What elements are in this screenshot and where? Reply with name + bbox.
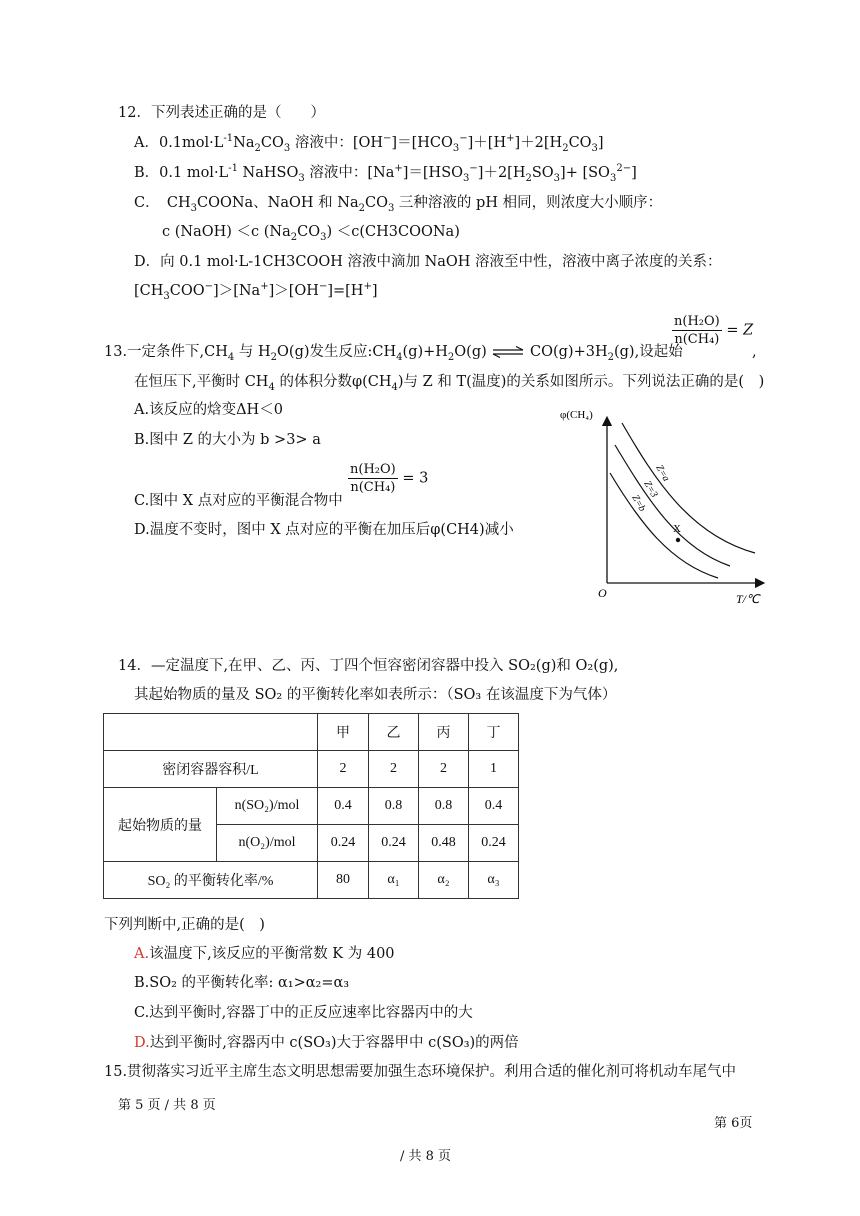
- graph-xlabel: T/℃: [736, 592, 760, 606]
- q12-option-b: B．0.1 $mol\cdot L^{-1}$ NaHSO$_3$ 溶液中：$[Na^+]=[HSO_3^-]+2[H_2SO_3]+ [SO_3^{2-}]$: [134, 163, 637, 184]
- table-cell: 0.24: [469, 825, 519, 862]
- q14-option-b: B.SO₂ 的平衡转化率: α₁>α₂=α₃: [134, 975, 350, 991]
- table-row: [104, 788, 519, 825]
- table-cell: 80: [318, 862, 369, 899]
- curve-label-z-b: Z=b: [629, 493, 648, 514]
- table-cell: 0.24: [318, 825, 369, 862]
- q14-stem: 14．—定温度下,在甲、乙、丙、丁四个恒容密闭容器中投入 SO₂(g)和 O₂(g),: [118, 658, 619, 674]
- equilibrium-arrow-icon: [491, 346, 525, 358]
- q14-table: [103, 713, 519, 899]
- point-x: [676, 538, 680, 542]
- table-cell: 0.24: [369, 825, 419, 862]
- q13-option-c-fraction: $\frac{\text{n(H₂O)}}{\text{n(CH₄)}}$ = 3: [350, 462, 429, 495]
- table-header-cell: 甲: [318, 714, 369, 751]
- q12-option-d-relation: $[CH_3COO^-]>[Na^+]>[OH^-]=[H^+]$: [134, 281, 378, 302]
- graph-origin: O: [598, 586, 607, 600]
- graph-ylabel: φ(CH₄): [560, 409, 593, 421]
- q15-stem: 15.贯彻落实习近平主席生态文明思想需要加强生态环境保护。利用合适的催化剂可将机动车尾气中: [104, 1064, 737, 1080]
- footer-page-center: / 共 8 页: [400, 1149, 452, 1164]
- curve-z-3: [615, 445, 730, 566]
- table-row-label: n(SO₂)/mol: [217, 788, 318, 825]
- q13-option-b: B.图中 Z 的大小为 b >3> a: [134, 432, 321, 448]
- curve-label-z-a: Z=a: [653, 463, 672, 484]
- table-cell: 0.4: [469, 788, 519, 825]
- temperature-curve-graph: [560, 405, 770, 610]
- table-row: [104, 714, 519, 751]
- point-x-label: X: [673, 523, 681, 535]
- curve-label-z-3: Z=3: [641, 479, 660, 500]
- table-cell: 0.8: [419, 788, 469, 825]
- q13-stem-line2: 在恒压下,平衡时 $CH_4$ 的体积分数$\varphi(CH_4)$与 Z 和 T(温度)的关系如图所示。下列说法正确的是( ): [134, 374, 765, 393]
- table-cell: 0.8: [369, 788, 419, 825]
- q13-stem: 13.一定条件下$,CH_4$ 与 $H_2O(g)$发生反应$:CH_4(g)+H_2O(g)$ $CO(g)+3H_2(g)$,设起始: [104, 344, 683, 363]
- q12-option-c: C． $CH_3COONa$、NaOH 和 $Na_2CO_3$ 三种溶液的 pH 相同，则浓度大小顺序：: [134, 195, 663, 214]
- q13-stem-comma: ,: [752, 344, 757, 360]
- table-row-label: SO₂ 的平衡转化率/%: [104, 862, 318, 899]
- table-cell: 2: [318, 751, 369, 788]
- table-group-label: 起始物质的量: [104, 788, 217, 862]
- table-header-cell: 丁: [469, 714, 519, 751]
- q12-stem: 12．下列表述正确的是（ ）: [118, 105, 325, 121]
- q13-ratio-fraction: $\frac{\text{n(H₂O)}}{\text{n(CH₄)}}$ = Z: [674, 314, 754, 347]
- q13-option-c: C.图中 X 点对应的平衡混合物中: [134, 493, 343, 509]
- table-row: [104, 751, 519, 788]
- table-cell: 2: [369, 751, 419, 788]
- q13-option-a: A.该反应的焓变ΔH＜0: [134, 402, 283, 418]
- table-cell: α₂: [419, 862, 469, 899]
- table-cell: 0.4: [318, 788, 369, 825]
- footer-page-right: 第 6页: [714, 1116, 753, 1131]
- q13-option-d: D.温度不变时，图中 X 点对应的平衡在加压后φ(CH4)减小: [134, 522, 514, 538]
- table-cell: α₁: [369, 862, 419, 899]
- footer-page-left: 第 5 页 / 共 8 页: [118, 1098, 216, 1113]
- q14-option-c: C.达到平衡时,容器丁中的正反应速率比容器丙中的大: [134, 1005, 473, 1021]
- q14-stem-line2: 其起始物质的量及 SO₂ 的平衡转化率如表所示：（SO₃ 在该温度下为气体）: [134, 687, 617, 703]
- table-row: [104, 862, 519, 899]
- table-corner-cell: [104, 714, 318, 751]
- table-header-cell: 丙: [419, 714, 469, 751]
- q14-option-d: D.达到平衡时,容器丙中 c(SO₃)大于容器甲中 c(SO₃)的两倍: [134, 1035, 519, 1051]
- q14-option-a: A.该温度下,该反应的平衡常数 K 为 400: [134, 946, 395, 962]
- q14-ask: 下列判断中,正确的是( ): [104, 917, 265, 933]
- q12-option-d: D．向 0.1 mol·L-1CH3COOH 溶液中滴加 NaOH 溶液至中性，溶液中离子浓度的关系：: [134, 254, 722, 270]
- table-cell: α₃: [469, 862, 519, 899]
- table-cell: 2: [419, 751, 469, 788]
- table-cell: 1: [469, 751, 519, 788]
- table-cell: 0.48: [419, 825, 469, 862]
- q12-option-c-order: c (NaOH) ＜c $(Na_2CO_3)$ ＜c(CH3COONa): [162, 224, 460, 243]
- table-header-cell: 乙: [369, 714, 419, 751]
- table-row-label: n(O₂)/mol: [217, 825, 318, 862]
- q12-option-a: A．$0.1mol\cdot L^{-1}Na_2CO_3$ 溶液中：$[OH^-]=[HCO_3^-]+[H^+]+2[H_2CO_3]$: [134, 133, 604, 154]
- table-row-label: 密闭容器容积/L: [104, 751, 318, 788]
